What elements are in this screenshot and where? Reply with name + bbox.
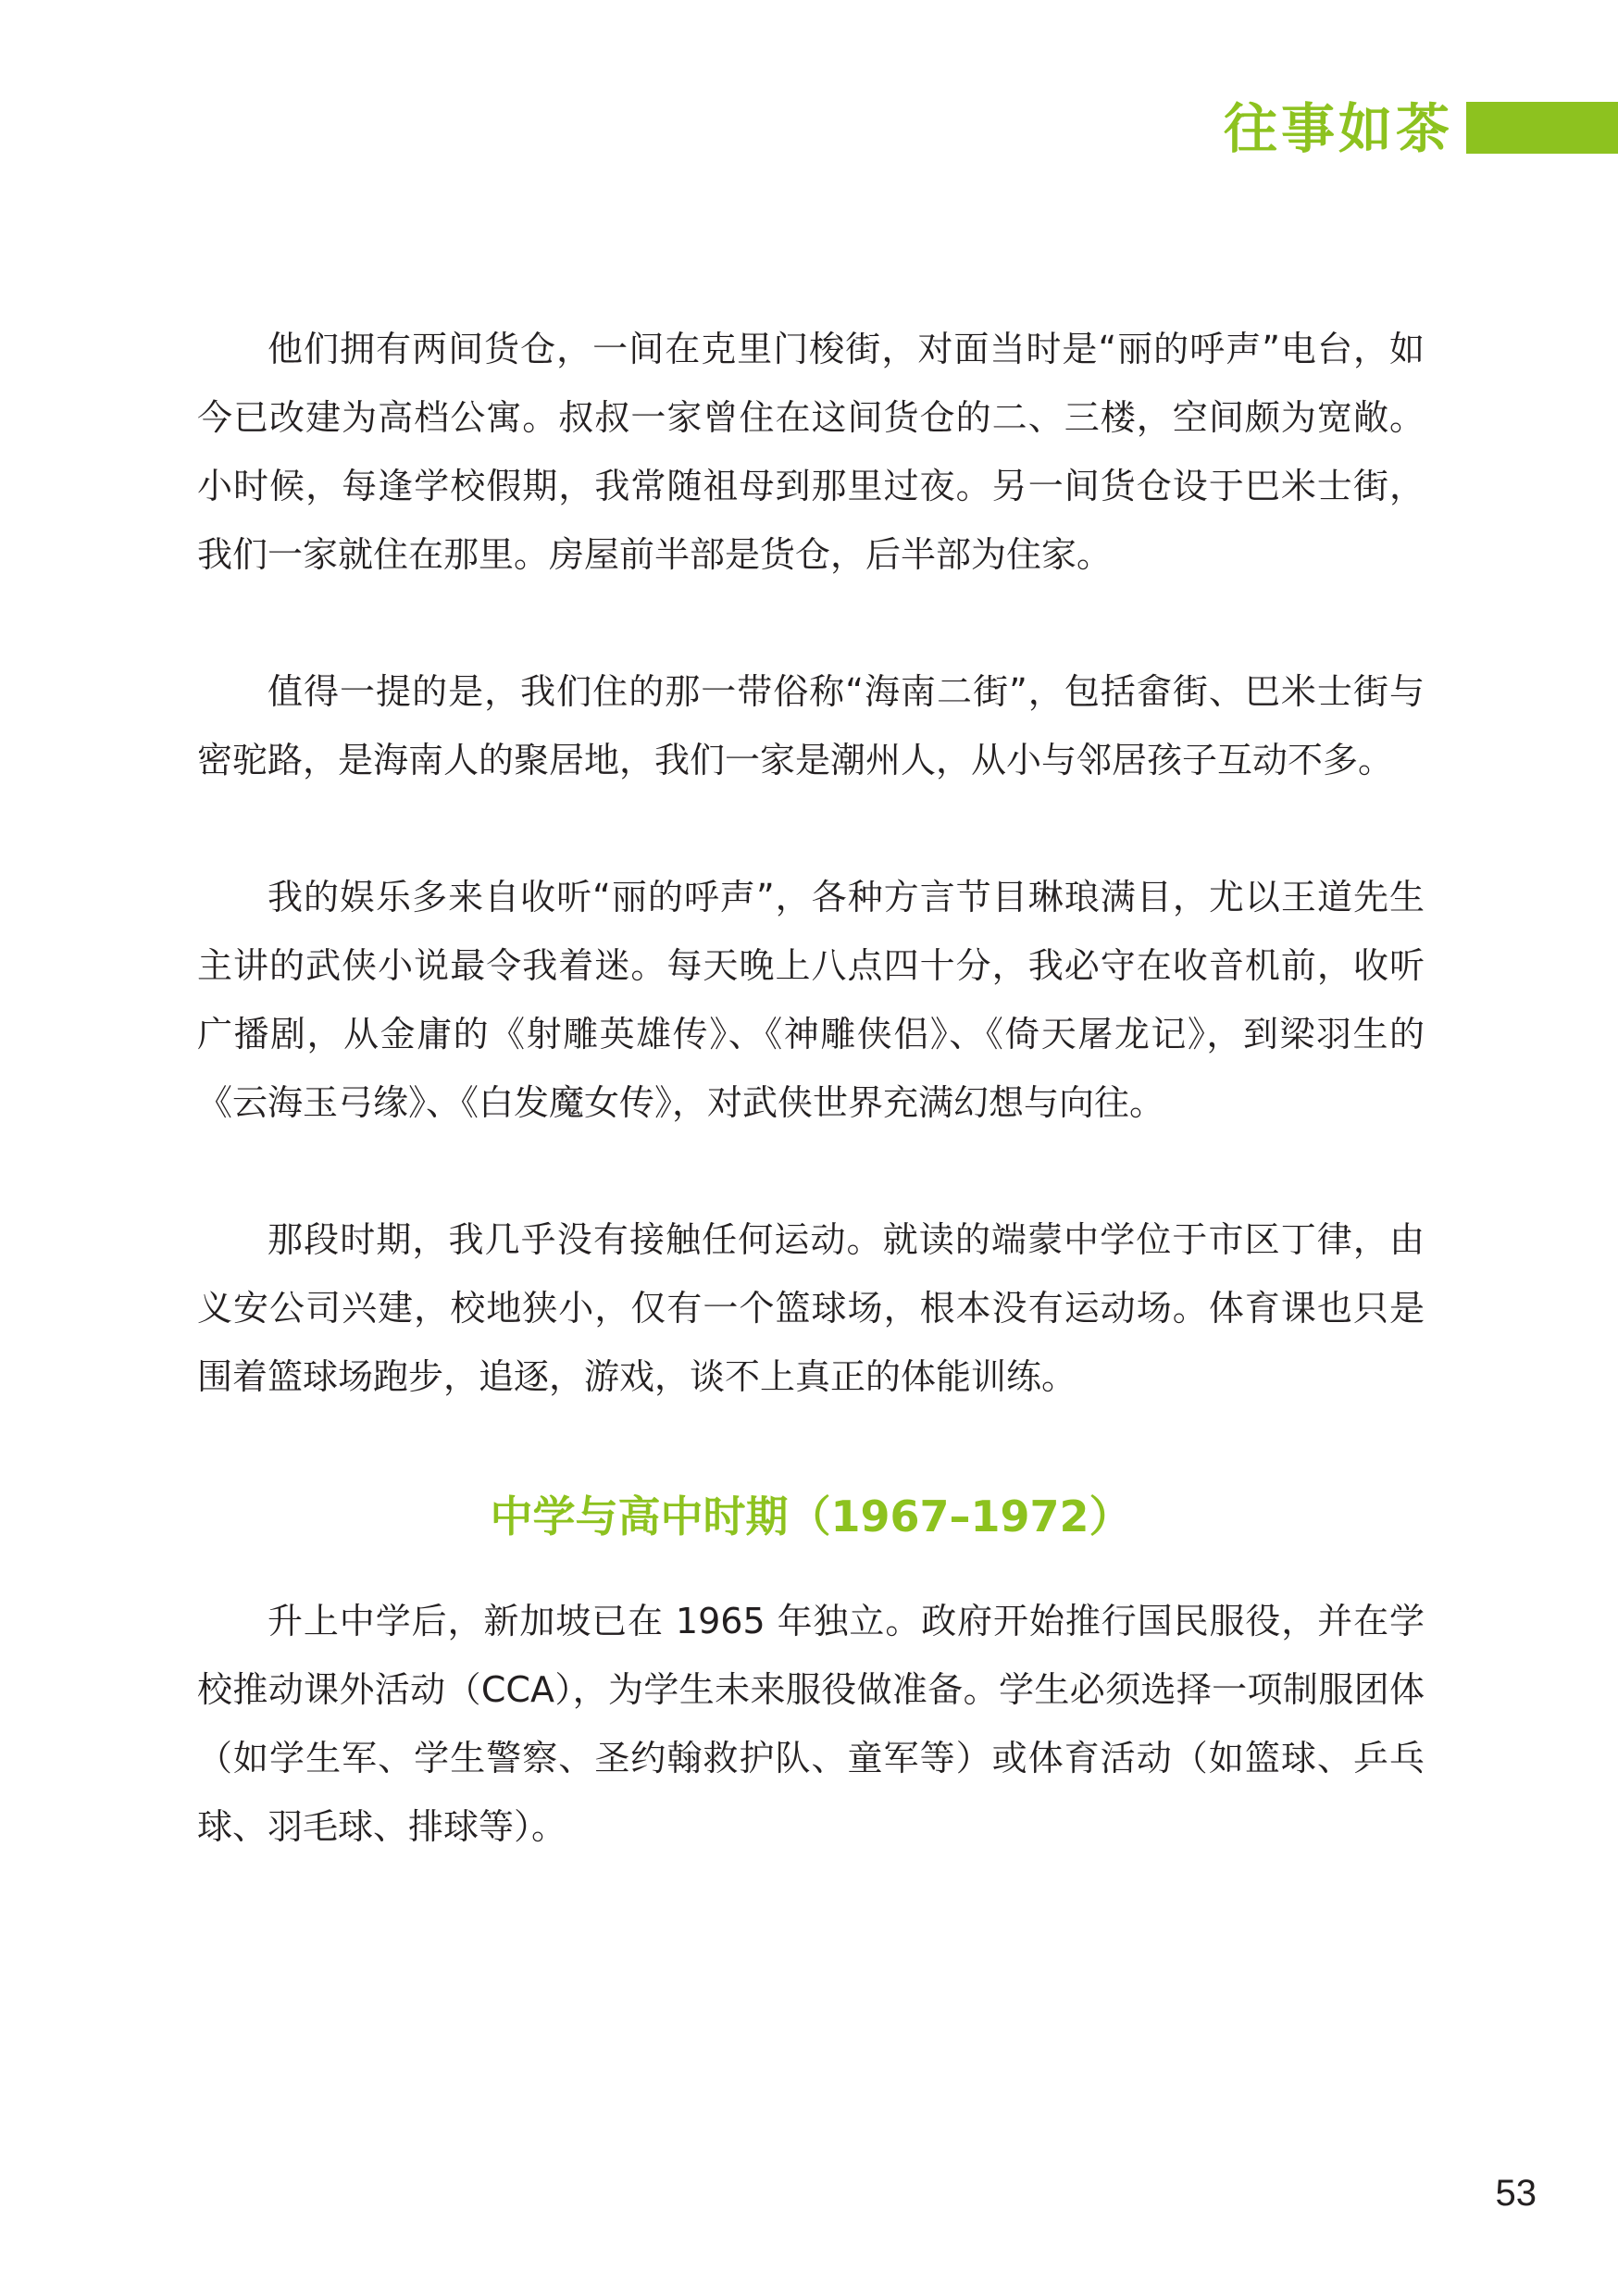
body-paragraph: 我的娱乐多来自收听“丽的呼声”，各种方言节目琳琅满目，尤以王道先生主讲的武侠小说最令我着迷。每天晚上八点四十分，我必守在收音机前，收听广播剧，从金庸的《射雕英雄传》、《神雕侠侣》、《倚天屠龙记》，到梁羽生的《云海玉弓缘》、《白发魔女传》，对武侠世界充满幻想与向往。 [197, 877, 1425, 1123]
header-accent-bar [1466, 102, 1618, 154]
body-paragraph: 升上中学后，新加坡已在 1965 年独立。政府开始推行国民服役，并在学校推动课外活动（CCA），为学生未来服役做准备。学生必须选择一项制服团体（如学生军、学生警察、圣约翰救护队、童军等）或体育活动（如篮球、乒乓球、羽毛球、排球等）。 [197, 1601, 1425, 1847]
section-heading: 中学与高中时期（1967–1972） [490, 1491, 1132, 1541]
running-header-title: 往事如茶 [1223, 97, 1453, 160]
body-paragraph: 他们拥有两间货仓，一间在克里门梭街，对面当时是“丽的呼声”电台，如今已改建为高档公寓。叔叔一家曾住在这间货仓的二、三楼，空间颇为宽敞。小时候，每逢学校假期，我常随祖母到那里过夜。另一间货仓设于巴米士街，我们一家就住在那里。房屋前半部是货仓，后半部为住家。 [197, 329, 1425, 575]
body-paragraph: 那段时期，我几乎没有接触任何运动。就读的端蒙中学位于市区丁律，由义安公司兴建，校地狭小，仅有一个篮球场，根本没有运动场。体育课也只是围着篮球场跑步，追逐，游戏，谈不上真正的体能训练。 [197, 1219, 1425, 1397]
body-paragraph: 值得一提的是，我们住的那一带俗称“海南二街”，包括畲街、巴米士街与密驼路，是海南人的聚居地，我们一家是潮州人，从小与邻居孩子互动不多。 [197, 671, 1425, 780]
page-number: 53 [1495, 2173, 1537, 2214]
page-body [197, 315, 1425, 1929]
